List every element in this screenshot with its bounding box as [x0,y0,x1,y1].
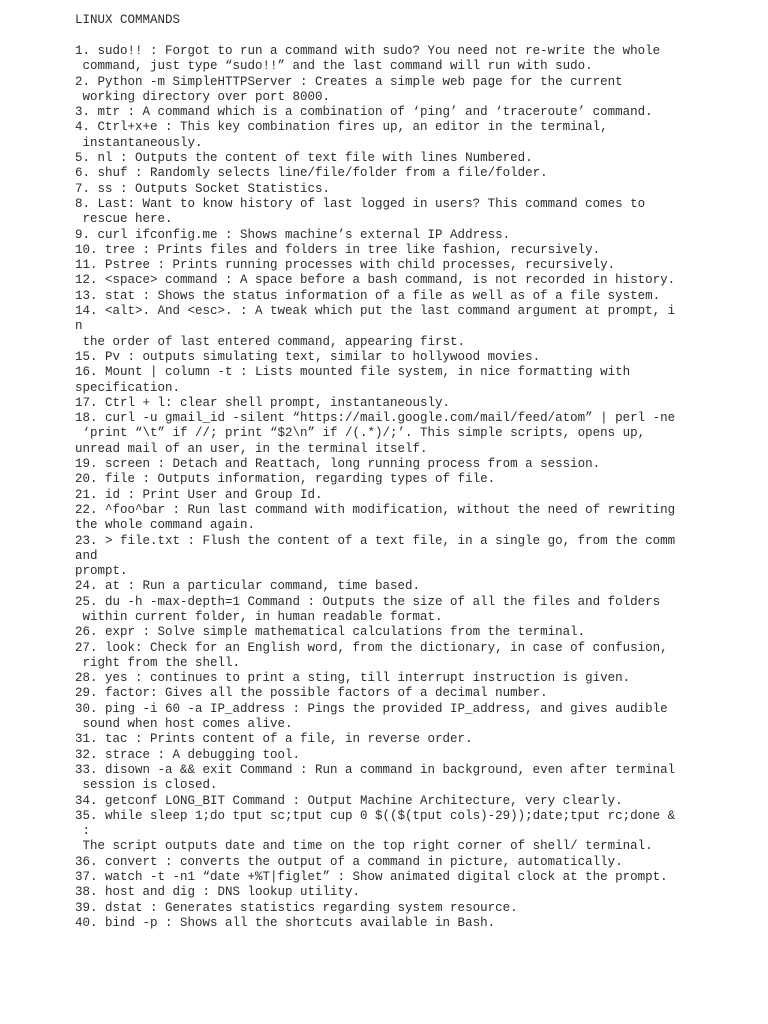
document-line: 22. ^foo^bar : Run last command with modification, without the need of rewriting [75,502,676,517]
document-title: LINUX COMMANDS [75,13,181,27]
document-line: 24. at : Run a particular command, time based. [75,579,421,594]
document-line: 26. expr : Solve simple mathematical calculations from the terminal. [75,625,586,640]
document-line: 29. factor: Gives all the possible factors of a decimal number. [75,686,548,701]
document-line: 40. bind -p : Shows all the shortcuts available in Bash. [75,915,496,930]
document-line: 7. ss : Outputs Socket Statistics. [75,181,331,196]
document-line: ‘print “\t” if //; print “$2\n” if /(.*)/;’. This simple scripts, opens up, [75,426,646,441]
document-line: 18. curl -u gmail_id -silent “https://mail.google.com/mail/feed/atom” | perl -ne [75,411,676,426]
document-line: 32. strace : A debugging tool. [75,747,301,762]
document-line: 23. > file.txt : Flush the content of a text file, in a single go, from the comm [75,533,676,548]
document-line: 31. tac : Prints content of a file, in reverse order. [75,732,473,747]
document-line: 8. Last: Want to know history of last logged in users? This command comes to [75,196,646,211]
document-line: 19. screen : Detach and Reattach, long running process from a session. [75,457,601,472]
document-line: 9. curl ifconfig.me : Shows machine’s external IP Address. [75,227,511,242]
document-line: 28. yes : continues to print a sting, till interrupt instruction is given. [75,671,631,686]
document-line: 20. file : Outputs information, regarding types of file. [75,472,496,487]
document-line: 27. look: Check for an English word, from the dictionary, in case of confusion, [75,640,668,655]
document-line: 21. id : Print User and Group Id. [75,487,323,502]
document-line: 16. Mount | column -t : Lists mounted file system, in nice formatting with [75,365,631,380]
document-line: right from the shell. [75,655,241,670]
document-line: 39. dstat : Generates statistics regarding system resource. [75,900,518,915]
document-line: The script outputs date and time on the top right corner of shell/ terminal. [75,839,653,854]
document-line: 3. mtr : A command which is a combination of ‘ping’ and ‘traceroute’ command. [75,105,653,120]
document-line: 13. stat : Shows the status information of a file as well as of a file system. [75,288,661,303]
document-line: 33. disown -a && exit Command : Run a command in background, even after terminal [75,762,676,777]
document-line: the whole command again. [75,518,256,533]
document-line: 1. sudo!! : Forgot to run a command with sudo? You need not re-write the whole [75,44,661,58]
document-line: 30. ping -i 60 -a IP_address : Pings the provided IP_address, and gives audible [75,701,668,716]
document-line: 4. Ctrl+x+e : This key combination fires up, an editor in the terminal, [75,120,608,135]
document-line: instantaneously. [75,135,203,150]
document-line: 14. <alt>. And <esc>. : A tweak which put the last command argument at prompt, i [75,304,676,319]
document-line: session is closed. [75,778,218,793]
document-line: 12. <space> command : A space before a bash command, is not recorded in history. [75,273,676,288]
document-line: : [75,824,91,839]
document-line: specification. [75,380,181,395]
document-line: 5. nl : Outputs the content of text file with lines Numbered. [75,151,533,166]
document-line: and [75,548,98,563]
document-line: 11. Pstree : Prints running processes with child processes, recursively. [75,258,616,273]
document-line: working directory over port 8000. [75,89,331,104]
document-line: 2. Python -m SimpleHTTPServer : Creates a simple web page for the current [75,74,623,89]
document-line: n [75,319,83,334]
document-line: 34. getconf LONG_BIT Command : Output Machine Architecture, very clearly. [75,793,623,808]
document-line: 6. shuf : Randomly selects line/file/folder from a file/folder. [75,166,548,181]
document-line: prompt. [75,564,128,579]
document-line: 36. convert : converts the output of a command in picture, automatically. [75,854,623,869]
document-line: 38. host and dig : DNS lookup utility. [75,885,361,900]
document-line: within current folder, in human readable format. [75,609,443,624]
document-line: 15. Pv : outputs simulating text, similar to hollywood movies. [75,349,541,364]
document-line: 10. tree : Prints files and folders in tree like fashion, recursively. [75,242,601,257]
document-line: 37. watch -t -n1 “date +%T|figlet” : Show animated digital clock at the prompt. [75,870,668,885]
document-line: 35. while sleep 1;do tput sc;tput cup 0 $(($(tput cols)-29));date;tput rc;done & [75,808,676,823]
document-line: 25. du -h -max-depth=1 Command : Outputs the size of all the files and folders [75,594,661,609]
document-line: 17. Ctrl + l: clear shell prompt, instantaneously. [75,395,451,410]
document-line: command, just type “sudo!!” and the last command will run with sudo. [75,59,593,74]
document-body [75,44,765,931]
document-line: sound when host comes alive. [75,717,293,732]
document-line: the order of last entered command, appearing first. [75,334,466,349]
document-line: unread mail of an user, in the terminal itself. [75,441,428,456]
document-line: rescue here. [75,212,173,227]
